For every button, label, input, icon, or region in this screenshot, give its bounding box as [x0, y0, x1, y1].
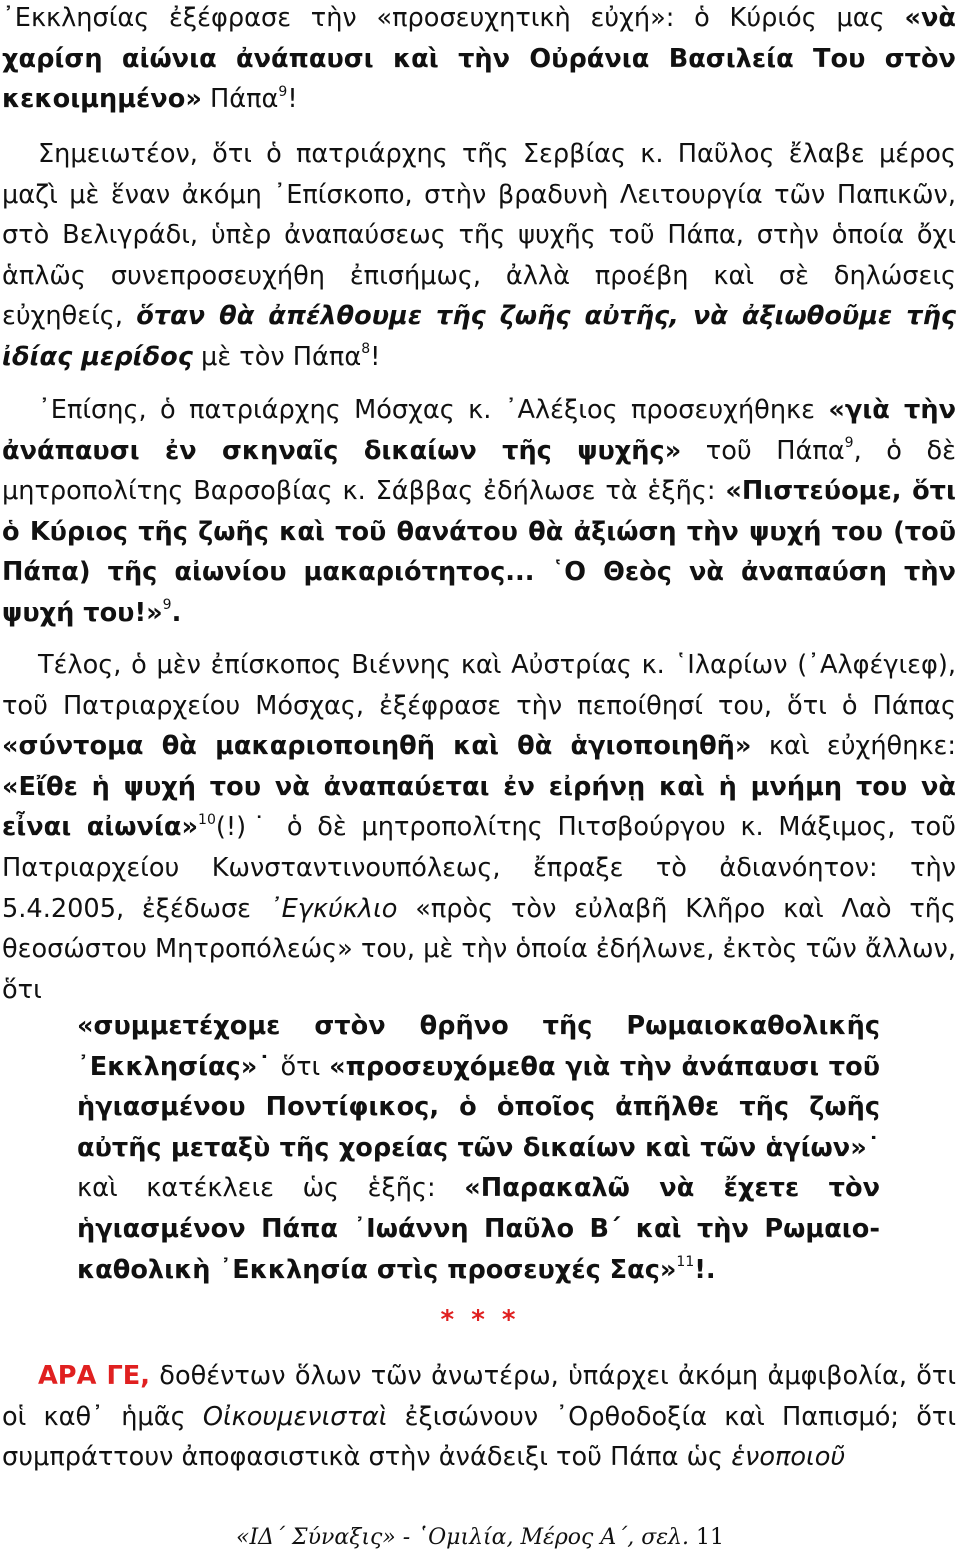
bold-quote: «Εἴθε ἡ ψυχή του νὰ ἀναπαύεται ἐν εἰρήνῃ καὶ ἡ μνήμη του νὰ εἶναι αἰωνία» — [2, 771, 956, 843]
text: (!)˙ ὁ δὲ μητροπολίτης Πιτσβούργου κ. Μάξιμος, τοῦ Πατριαρχείου Κωνσταντινουπόλεως, ἔπραξε τὸ ἀδιανόητον: τὴν 5.4.2005, ἐξέδωσε — [2, 812, 956, 924]
bold-quote: «Πιστεύομε, ὅτι ὁ Κύριος τῆς ζωῆς καὶ τοῦ θανάτου θὰ ἀξιώση τὴν ψυχή του (τοῦ Πάπα) τῆς αἰωνίου μακαριότητος... ῾Ο Θεὸς νὰ ἀναπαύση τὴν ψυχή του!» — [2, 476, 956, 628]
text: Σημειωτέον, ὅτι ὁ πατριάρχης τῆς Σερβίας κ. Παῦλος ἔλαβε μέρος μαζὶ μὲ ἕναν ἀκόμη ᾿Επίσκοπο, στὴν βραδυνὴ Λειτουργία τῶν Παπικῶν, στὸ Βελιγράδι, ὑπὲρ ἀναπαύσεως τῆς ψυχῆς τοῦ Πάπα, στὴν ὁποία ὄχι ἁπλῶς συνεπροσευχήθη ἐπισήμως, ἀλλὰ προέβη καὶ σὲ δηλώσεις εὐχηθείς, — [2, 139, 956, 332]
text: μὲ τὸν Πάπα — [192, 341, 362, 372]
block-quote — [77, 1006, 880, 1290]
footnote-ref[interactable]: 8 — [361, 341, 371, 358]
paragraph-3 — [2, 390, 956, 634]
text: ᾿Εκκλησίας ἐξέφρασε τὴν «προσευχητικὴ εὐχή»: ὁ Κύριός μας — [2, 3, 905, 33]
section-divider: * * * — [440, 1305, 520, 1335]
bold-quote: «σύντομα θὰ μακαριοποιηθῆ καὶ θὰ ἁγιοποιηθῆ» — [2, 731, 752, 762]
text: , ὁ δὲ μητροπολίτης Βαρσοβίας κ. Σάββας ἐδήλωσε τὰ ἑξῆς: — [2, 435, 956, 507]
text: Πάπα — [201, 84, 279, 115]
bold-quote: «Παρακαλῶ νὰ ἔχετε τὸν ἡγιασμένον Πάπα ᾿Ιωάννη Παῦλο Β΄ καὶ τὴν Ρωμαιο- καθολικὴ ᾿Εκκλησία στὶς προσευχές Σας» — [77, 1173, 881, 1285]
bold-quote: «προσευχόμεθα γιὰ τὴν ἀνάπαυσι τοῦ ἡγιασμένου Ποντίφικος, ὁ ὁποῖος ἀπῆλθε τῆς ζωῆς αὐτῆς μεταξὺ τῆς χορείας τῶν δικαίων καὶ τῶν ἁγίων»˙ — [77, 1051, 881, 1163]
text: ! — [287, 84, 298, 115]
text: ! — [370, 341, 381, 372]
page-number: 11 — [695, 1525, 724, 1550]
footnote-ref[interactable]: 9 — [162, 597, 172, 614]
bold-italic-quote: ὅταν θὰ ἀπέλθουμε τῆς ζωῆς αὐτῆς, νὰ ἀξιωθοῦμε τῆς ἰδίας μερίδος — [2, 301, 956, 372]
text: ἐξισώνουν ᾿Ορθοδοξία καὶ Παπισμό; ὅτι συμπράττουν ἀποφασιστικὰ στὴν ἀνάδειξι τοῦ Πάπα ὡς — [2, 1401, 956, 1473]
italic-term: ἑνοποιοῦ — [731, 1442, 846, 1473]
text: δοθέντων ὅλων τῶν ἀνωτέρω, ὑπάρχει ἀκόμη ἀμφιβολία, ὅτι οἱ καθ᾿ ἡμᾶς — [2, 1361, 956, 1432]
footnote-ref[interactable]: 9 — [278, 83, 288, 100]
text: ᾿Επίσης, ὁ πατριάρχης Μόσχας κ. ᾿Αλέξιος προσευχήθηκε — [38, 395, 829, 425]
paragraph-4 — [2, 645, 956, 1010]
text: ὅτι — [271, 1051, 330, 1082]
text: «πρὸς τὸν εὐλαβῆ Κλῆρο καὶ Λαὸ τῆς θεοσώστου Μητροπόλεώς» του, μὲ τὴν ὁποία ἐδήλωνε, ἐκτὸς τῶν ἄλλων, ὅτι — [2, 893, 956, 1005]
text: . — [171, 597, 182, 628]
footnote-ref[interactable]: 11 — [676, 1254, 695, 1271]
paragraph-5 — [2, 1356, 956, 1478]
bold-quote: «γιὰ τὴν ἀνάπαυσι ἐν σκηναῖς δικαίων τῆς ψυχῆς» — [2, 395, 956, 466]
paragraph-2 — [2, 134, 956, 378]
text: Τέλος, ὁ μὲν ἐπίσκοπος Βιέννης καὶ Αὐστρίας κ. ῾Ιλαρίων (᾿Αλφέγιεφ), τοῦ Πατριαρχείου Μόσχας, ἐξέφρασε τὴν πεποίθησί του, ὅτι ὁ Πάπας — [2, 650, 956, 721]
footnote-ref[interactable]: 10 — [198, 811, 216, 828]
footer-title: «ΙΔ΄ Σύναξις» - ῾Ομιλία, Μέρος Α΄, σελ. — [236, 1525, 689, 1550]
italic-term: Οἰκουμενισταὶ — [202, 1401, 388, 1432]
text: !. — [694, 1254, 716, 1285]
bold-quote: «συμμετέχομε στὸν θρῆνο τῆς Ρωμαιοκαθολικῆς ᾿Εκκλησίας»˙ — [77, 1011, 880, 1082]
highlight-lead: ΑΡΑ ΓΕ, — [38, 1361, 150, 1391]
bold-quote: «νὰ χαρίση αἰώνια ἀνάπαυσι καὶ τὴν Οὐράνια Βασιλεία Του στὸν κεκοιμημένο» — [2, 3, 956, 115]
text: τοῦ Πάπα — [681, 435, 845, 466]
text: καὶ κατέκλειε ὡς ἑξῆς: — [77, 1173, 465, 1204]
paragraph-1 — [2, 0, 956, 120]
italic-term: ᾿Εγκύκλιο — [268, 893, 398, 924]
text: καὶ εὐχήθηκε: — [751, 731, 956, 762]
page-footer — [0, 1525, 960, 1550]
footnote-ref[interactable]: 9 — [844, 435, 854, 452]
